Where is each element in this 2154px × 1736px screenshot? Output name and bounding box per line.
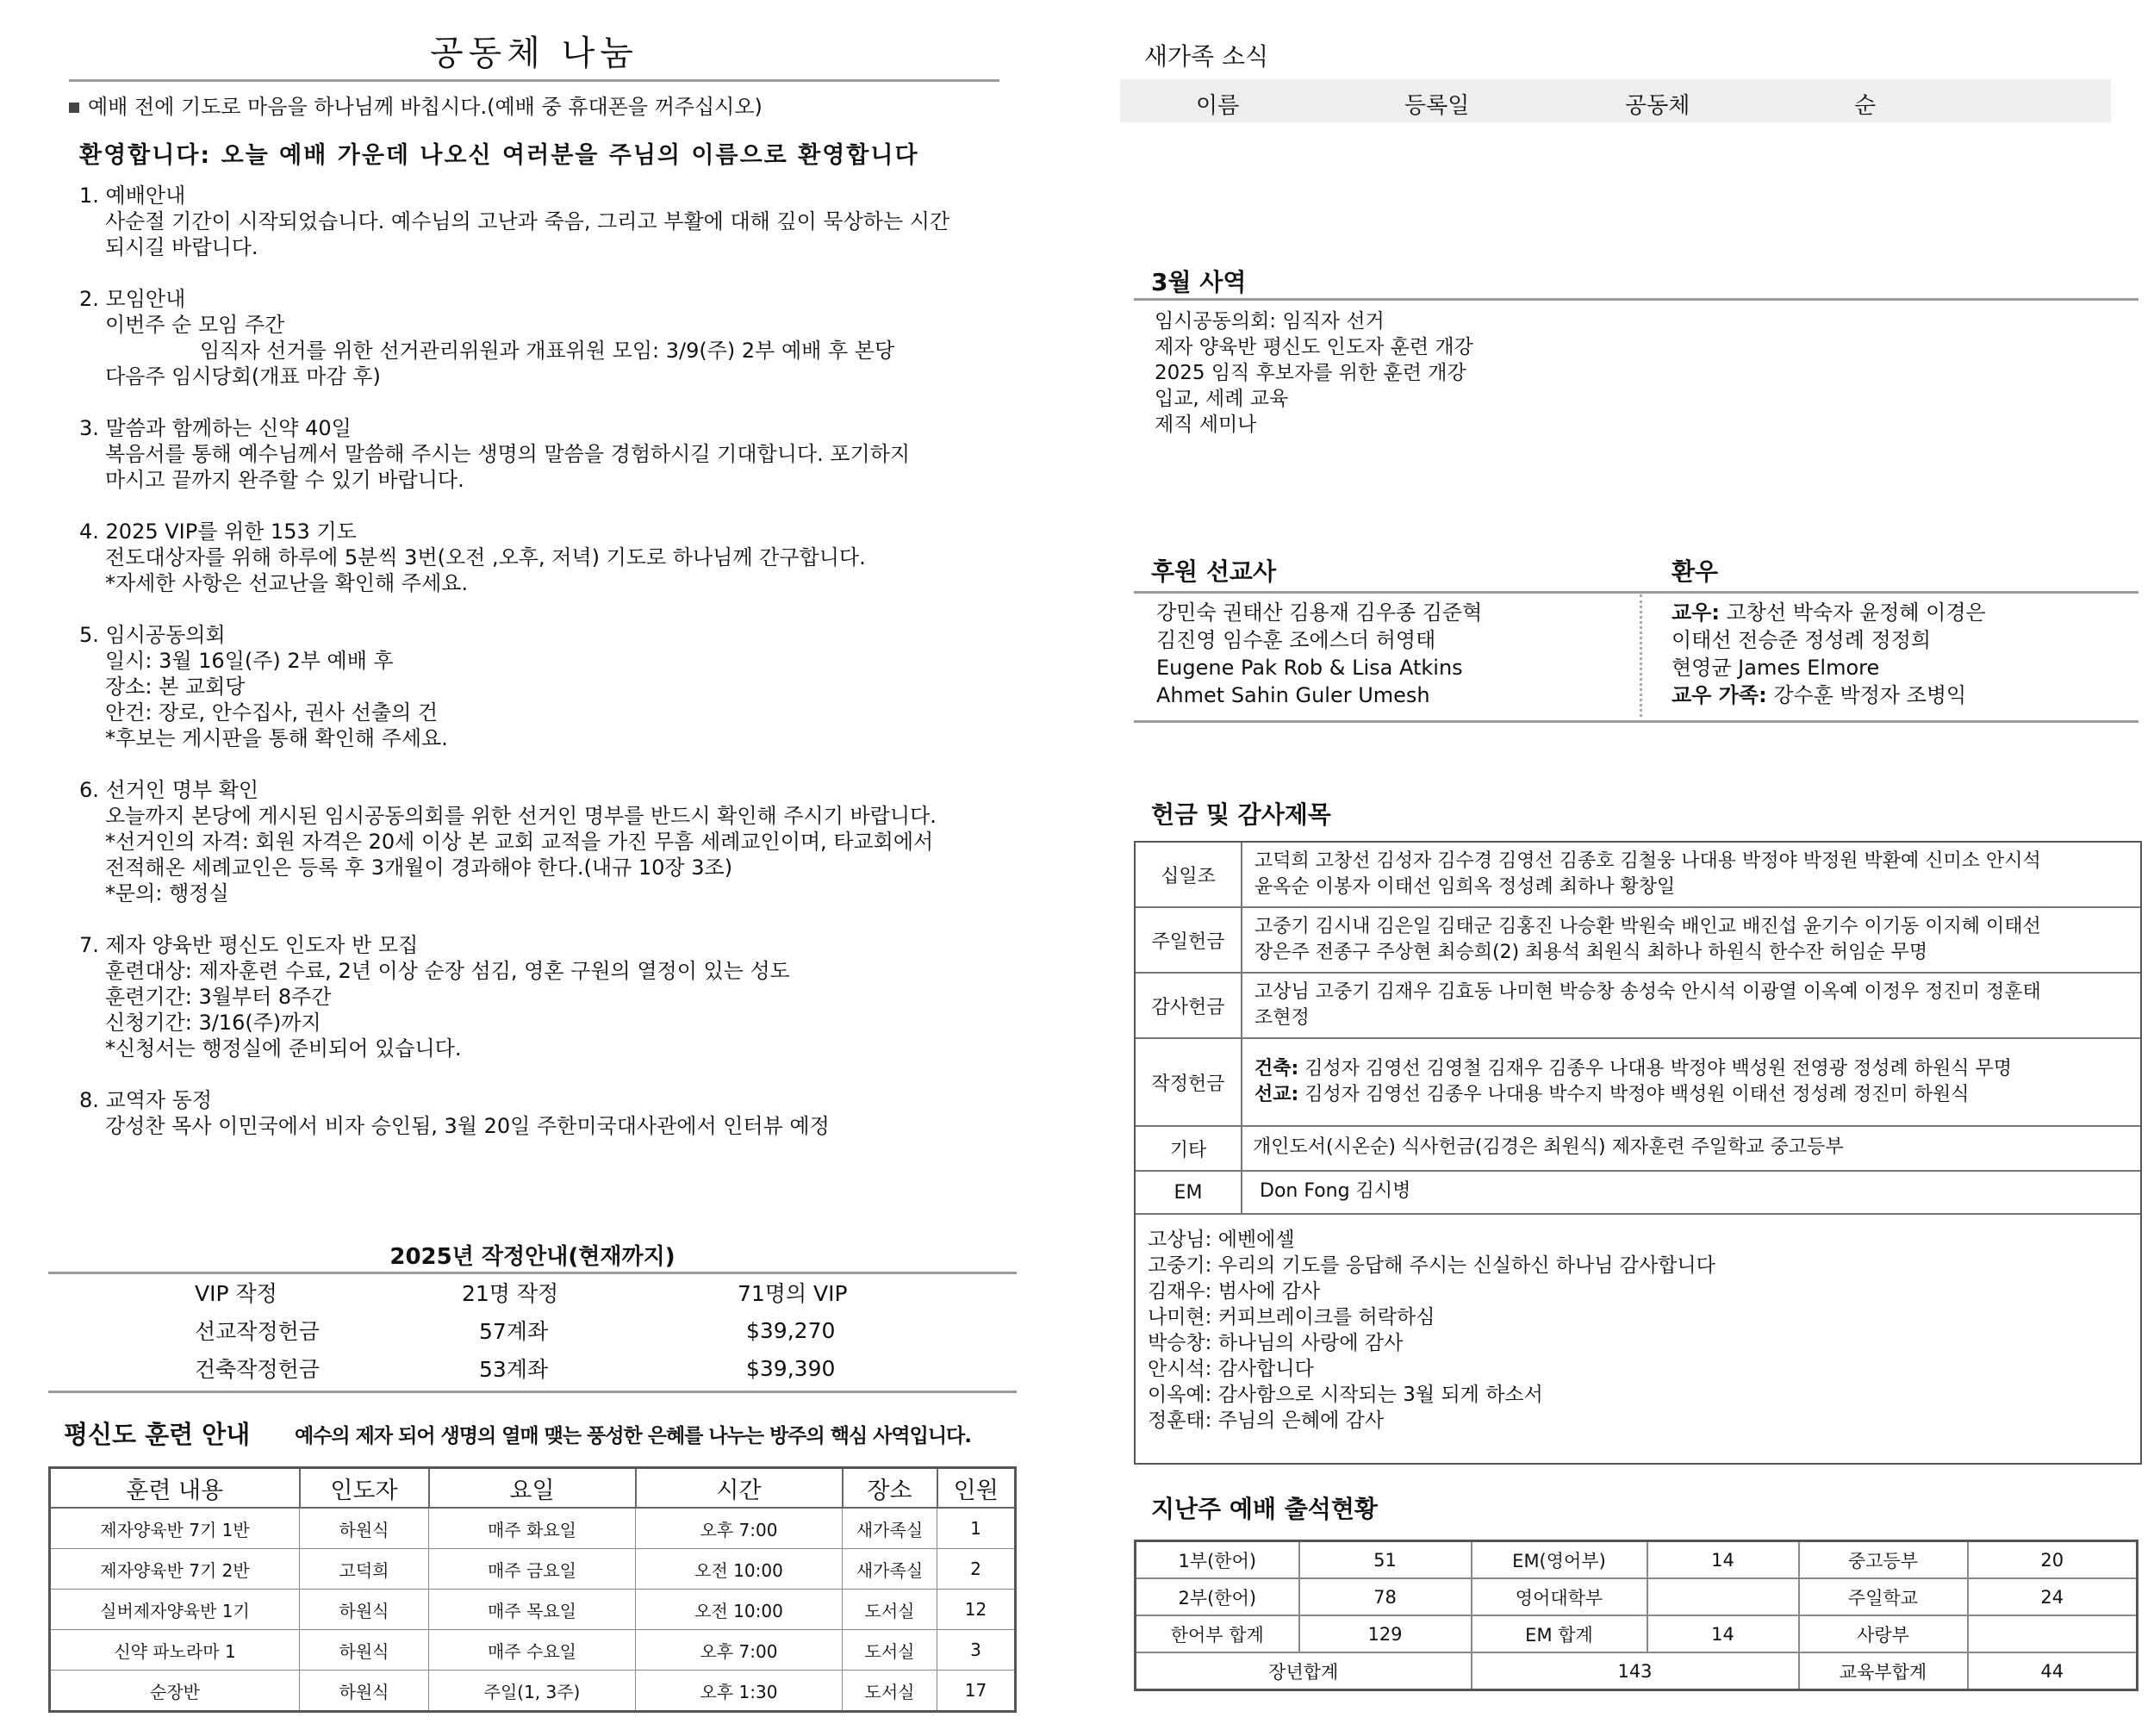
pledge-cell: 21명 작정	[462, 1281, 559, 1306]
table-row	[1136, 1541, 2138, 1579]
offering-label: 감사헌금	[1136, 974, 1242, 1037]
column-header: 시간	[636, 1468, 843, 1509]
offering-row	[1136, 908, 2140, 974]
announcement-line: 신청기간: 3/16(주)까지	[105, 1011, 321, 1035]
table-cell: 도서실	[843, 1630, 937, 1671]
title-divider	[69, 79, 999, 82]
table-row	[1136, 1615, 2138, 1652]
offering-line: 윤옥순 이봉자 이태선 임희옥 정성례 최하나 황창일	[1254, 876, 1676, 898]
pre-notice-text: 예배 전에 기도로 마음을 하나님께 바칩시다.(예배 중 휴대폰을 꺼주십시오)	[88, 95, 763, 119]
table-row	[50, 1549, 1016, 1590]
announcement-title: 3. 말씀과 함께하는 신약 40일	[79, 416, 352, 440]
table-cell: 14	[1647, 1541, 1799, 1579]
announcement-item	[79, 1087, 1010, 1139]
offering-row	[1136, 974, 2140, 1039]
pledge-bottom-divider	[48, 1391, 1017, 1393]
table-cell: 제자양육반 7기 1반	[50, 1508, 300, 1549]
list-item	[1672, 654, 1986, 681]
table-cell	[1968, 1615, 2138, 1652]
table-cell: 오후 7:00	[636, 1508, 843, 1549]
training-table	[48, 1466, 1017, 1713]
column-header: 인원	[937, 1468, 1016, 1509]
column-divider	[1640, 594, 1642, 717]
offering-content	[1254, 914, 2125, 966]
offering-row	[1136, 843, 2140, 908]
table-header-row	[50, 1468, 1016, 1509]
table-cell: 매주 금요일	[429, 1549, 636, 1590]
announcement-line: 전적해온 세례교인은 등록 후 3개월이 경과해야 한다.(내규 10장 3조)	[105, 856, 733, 880]
table-cell	[1647, 1578, 1799, 1615]
announcement-title: 7. 제자 양육반 평신도 인도자 반 모집	[79, 933, 419, 957]
table-cell: EM(영어부)	[1472, 1541, 1647, 1579]
new-family-title: 새가족 소식	[1144, 42, 1269, 71]
announcement-line: 복음서를 통해 예수님께서 말씀해 주시는 생명의 말씀을 경험하시길 기대합니다. 포기하지	[105, 442, 911, 466]
offering-label: EM	[1136, 1172, 1242, 1213]
table-cell: 한어부 합계	[1136, 1615, 1299, 1652]
square-bullet-icon	[69, 103, 79, 113]
table-cell: 17	[937, 1671, 1016, 1712]
list-item	[1672, 626, 1986, 654]
pledge-cell: 71명의 VIP	[738, 1281, 848, 1306]
missionaries-top-divider	[1134, 591, 2138, 594]
announcement-line: 오늘까지 본당에 게시된 임시공동의회를 위한 선거인 명부를 반드시 확인해 주시기 바랍니다.	[105, 804, 937, 828]
announcement-line: 임직자 선거를 위한 선거관리위원과 개표위원 모임: 3/9(주) 2부 예배 후 본당	[200, 339, 895, 363]
offering-line: 개인도서(시온순) 식사헌금(김경은 최원식) 제자훈련 주일학교 중고등부	[1253, 1136, 1844, 1158]
list-item: 입교, 세례 교육	[1155, 388, 1289, 410]
offering-line	[1254, 1082, 2125, 1108]
column-header: 훈련 내용	[50, 1468, 300, 1509]
list-item: Eugene Pak Rob & Lisa Atkins	[1156, 656, 1463, 680]
table-cell: 매주 화요일	[429, 1508, 636, 1549]
column-header: 이름	[1196, 93, 1240, 119]
announcement-title: 6. 선거인 명부 확인	[79, 778, 259, 802]
pledge-title: 2025년 작정안내(현재까지)	[389, 1244, 675, 1270]
list-item	[1672, 599, 1986, 626]
offering-label: 작정헌금	[1136, 1039, 1242, 1125]
announcement-item	[79, 519, 1010, 596]
offering-content	[1254, 1056, 2125, 1108]
pledge-cell: $39,270	[746, 1317, 836, 1343]
training-title: 평신도 훈련 안내	[64, 1420, 251, 1449]
offering-line: Don Fong 김시병	[1260, 1180, 1411, 1202]
pledge-cell: 건축작정헌금	[195, 1357, 320, 1382]
list-item: 임시공동의회: 임직자 선거	[1155, 310, 1385, 333]
offering-line: 고상님 고중기 김재우 김효동 나미현 박승창 송성숙 안시석 이광열 이옥예 이정우 정진미 정훈태	[1254, 981, 2041, 1003]
patient-names: 이태선 전승준 정성례 정정희	[1672, 628, 1932, 652]
announcement-line: *선거인의 자격: 회원 자격은 20세 이상 본 교회 교적을 가진 무흠 세례교인이며, 타교회에서	[105, 830, 934, 854]
list-item: 정훈태: 주님의 은혜에 감사	[1148, 1409, 1385, 1432]
table-cell: 주일(1, 3주)	[429, 1671, 636, 1712]
announcement-item	[79, 415, 1010, 493]
announcement-title: 4. 2025 VIP를 위한 153 기도	[79, 520, 357, 544]
list-item: 김재우: 범사에 감사	[1148, 1280, 1321, 1303]
patient-label: 교우 가족:	[1672, 683, 1767, 707]
announcement-line: 강성찬 목사 이민국에서 비자 승인됨, 3월 20일 주한미국대사관에서 인터뷰 예정	[105, 1114, 830, 1138]
building-names: 김성자 김영선 김영철 김재우 김종우 나대용 박정야 백성원 전영광 정성례 하원식 무명	[1298, 1058, 2013, 1080]
offering-label: 십일조	[1136, 843, 1242, 906]
announcement-line: *후보는 게시판을 통해 확인해 주세요.	[105, 726, 448, 750]
offering-content	[1254, 849, 2125, 900]
building-label: 건축:	[1254, 1058, 1299, 1080]
table-cell: 매주 수요일	[429, 1630, 636, 1671]
offering-content	[1260, 1179, 2125, 1204]
table-cell: 오전 10:00	[636, 1590, 843, 1630]
table-cell: 매주 목요일	[429, 1590, 636, 1630]
table-row	[50, 1590, 1016, 1630]
pledge-cell: 57계좌	[479, 1319, 549, 1344]
table-row	[50, 1671, 1016, 1712]
announcement-title: 2. 모임안내	[79, 287, 186, 311]
table-row	[1136, 1578, 2138, 1615]
table-cell: 14	[1647, 1615, 1799, 1652]
training-description: 예수의 제자 되어 생명의 열매 맺는 풍성한 은혜를 나누는 방주의 핵심 사역입니다.	[295, 1425, 972, 1447]
table-row	[50, 1630, 1016, 1671]
table-cell: 도서실	[843, 1590, 937, 1630]
table-cell: 신약 파노라마 1	[50, 1630, 300, 1671]
patients-title: 환우	[1672, 557, 1719, 586]
announcement-line: 안건: 장로, 안수집사, 권사 선출의 건	[105, 700, 439, 725]
offering-line: 장은주 전종구 주상현 최승희(2) 최용석 최원식 최하나 하원식 한수잔 허임순 무명	[1254, 942, 1928, 963]
mission-names: 김성자 김영선 김종우 나대용 박수지 박정야 백성원 이태선 정성례 정진미 하원식	[1298, 1084, 1970, 1105]
table-cell: 하원식	[300, 1671, 429, 1712]
patient-names: 고창선 박숙자 윤정혜 이경은	[1719, 600, 1986, 625]
table-row	[48, 1273, 1017, 1311]
table-row	[48, 1311, 1017, 1349]
table-cell: 1부(한어)	[1136, 1541, 1299, 1579]
table-cell: 143	[1472, 1652, 1799, 1690]
announcement-line: *문의: 행정실	[105, 881, 229, 905]
list-item: 이옥예: 감사함으로 시작되는 3월 되게 하소서	[1148, 1384, 1543, 1406]
offering-label: 기타	[1136, 1127, 1242, 1170]
table-cell: 2	[937, 1549, 1016, 1590]
list-item: 2025 임직 후보자를 위한 훈련 개강	[1155, 362, 1466, 384]
table-cell: 3	[937, 1630, 1016, 1671]
offering-content	[1253, 1135, 2125, 1160]
list-item: 강민숙 권태산 김용재 김우종 김준혁	[1156, 600, 1483, 625]
table-cell: 장년합계	[1136, 1652, 1472, 1690]
table-cell: 하원식	[300, 1590, 429, 1630]
pledge-cell: $39,390	[746, 1355, 836, 1381]
announcement-item	[79, 183, 1010, 260]
list-item: 고중기: 우리의 기도를 응답해 주시는 신실하신 하나님 감사합니다	[1148, 1254, 1715, 1277]
missionaries-bottom-divider	[1134, 720, 2138, 723]
table-cell: 51	[1299, 1541, 1472, 1579]
pledge-cell: VIP 작정	[195, 1281, 277, 1306]
table-cell: 1	[937, 1508, 1016, 1549]
list-item	[1672, 681, 1986, 709]
table-cell: 새가족실	[843, 1549, 937, 1590]
offering-line: 고덕희 고창선 김성자 김수경 김영선 김종호 김철웅 나대용 박정야 박정원 박환예 신미소 안시석	[1254, 850, 2041, 872]
announcement-item	[79, 777, 1010, 906]
column-header: 요일	[429, 1468, 636, 1509]
announcement-line: 사순절 기간이 시작되었습니다. 예수님의 고난과 죽음, 그리고 부활에 대해 깊이 묵상하는 시간	[105, 209, 950, 233]
offering-label: 주일헌금	[1136, 908, 1242, 972]
patient-names: 강수훈 박정자 조병익	[1766, 683, 1967, 707]
announcement-line: 다음주 임시당회(개표 마감 후)	[105, 364, 381, 389]
table-cell: 오전 10:00	[636, 1549, 843, 1590]
announcement-line: 되시길 바랍니다.	[105, 235, 258, 259]
table-cell: 오후 1:30	[636, 1671, 843, 1712]
table-cell: 주일학교	[1799, 1578, 1968, 1615]
announcement-line: 훈련기간: 3월부터 8주간	[105, 985, 332, 1009]
announcement-item	[79, 932, 1010, 1061]
column-header: 순	[1854, 93, 1877, 119]
list-item: 김진영 임수훈 조에스더 허영태	[1156, 628, 1436, 652]
column-header: 등록일	[1404, 93, 1470, 119]
announcement-title: 8. 교역자 동정	[79, 1088, 213, 1112]
announcement-line: *자세한 사항은 선교난을 확인해 주세요.	[105, 571, 469, 595]
list-item: 나미현: 커피브레이크를 허락하심	[1148, 1306, 1435, 1328]
table-cell: 순장반	[50, 1671, 300, 1712]
table-row	[1136, 1652, 2138, 1690]
table-cell: 실버제자양육반 1기	[50, 1590, 300, 1630]
announcement-item	[79, 622, 1010, 751]
offering-row	[1136, 1039, 2140, 1127]
page-title: 공동체 나눔	[430, 34, 638, 73]
table-row	[50, 1508, 1016, 1549]
list-item: 제직 세미나	[1155, 414, 1257, 436]
table-cell: 하원식	[300, 1630, 429, 1671]
announcement-line: 일시: 3월 16일(주) 2부 예배 후	[105, 649, 394, 673]
announcement-line: *신청서는 행정실에 준비되어 있습니다.	[105, 1036, 462, 1061]
list-item: 안시석: 감사합니다	[1148, 1358, 1314, 1380]
column-header: 인도자	[300, 1468, 429, 1509]
announcement-item	[79, 286, 1010, 389]
march-list	[1155, 308, 1473, 438]
table-cell: 제자양육반 7기 2반	[50, 1549, 300, 1590]
patients-list	[1672, 599, 1986, 709]
table-cell: 44	[1968, 1652, 2138, 1690]
offering-line: 고중기 김시내 김은일 김태군 김홍진 나승환 박원숙 배인교 배진섭 윤기수 이기동 이지혜 이태선	[1254, 916, 2041, 937]
table-cell: 2부(한어)	[1136, 1578, 1299, 1615]
offering-content	[1254, 980, 2125, 1031]
missionaries-list	[1156, 599, 1482, 709]
pledge-cell: 53계좌	[479, 1357, 549, 1382]
patient-label: 교우:	[1672, 600, 1720, 625]
table-cell: 20	[1968, 1541, 2138, 1579]
offering-row	[1136, 1172, 2140, 1215]
offering-row	[1136, 1127, 2140, 1172]
offering-title: 헌금 및 감사제목	[1151, 800, 1331, 829]
offering-box	[1134, 841, 2142, 1465]
missionaries-title: 후원 선교사	[1151, 557, 1276, 586]
list-item: 제자 양육반 평신도 인도자 훈련 개강	[1155, 336, 1473, 358]
welcome-message: 환영합니다: 오늘 예배 가운데 나오신 여러분을 주님의 이름으로 환영합니다	[79, 142, 919, 169]
mission-label: 선교:	[1254, 1084, 1299, 1105]
announcement-title: 1. 예배안내	[79, 184, 186, 208]
list-item: 박승창: 하나님의 사랑에 감사	[1148, 1332, 1404, 1354]
list-item: Ahmet Sahin Guler Umesh	[1156, 683, 1430, 707]
pledge-cell: 선교작정헌금	[195, 1319, 320, 1344]
announcement-line: 이번주 순 모임 주간	[105, 313, 285, 337]
table-cell: 12	[937, 1590, 1016, 1630]
offering-line	[1254, 1056, 2125, 1082]
march-title: 3월 사역	[1151, 268, 1247, 296]
table-cell: 오후 7:00	[636, 1630, 843, 1671]
table-cell: 하원식	[300, 1508, 429, 1549]
list-item: 고상님: 에벤에셀	[1148, 1229, 1295, 1251]
column-header: 장소	[843, 1468, 937, 1509]
attendance-table	[1134, 1540, 2138, 1691]
table-cell: 교육부합계	[1799, 1652, 1968, 1690]
table-cell: 도서실	[843, 1671, 937, 1712]
table-cell: 영어대학부	[1472, 1578, 1647, 1615]
thanks-list	[1148, 1227, 1715, 1434]
patient-names: 현영균 James Elmore	[1672, 656, 1880, 680]
announcement-line: 장소: 본 교회당	[105, 675, 246, 699]
march-divider	[1134, 298, 2138, 301]
new-family-header	[1120, 79, 2111, 122]
table-cell: 78	[1299, 1578, 1472, 1615]
table-cell: 24	[1968, 1578, 2138, 1615]
table-row	[48, 1349, 1017, 1387]
table-cell: 새가족실	[843, 1508, 937, 1549]
announcement-line: 전도대상자를 위해 하루에 5분씩 3번(오전 ,오후, 저녁) 기도로 하나님께 간구합니다.	[105, 545, 866, 569]
attendance-title: 지난주 예배 출석현황	[1151, 1495, 1378, 1523]
pledge-table	[48, 1273, 1017, 1387]
announcement-line: 마시고 끝까지 완주할 수 있기 바랍니다.	[105, 468, 464, 492]
table-cell: 129	[1299, 1615, 1472, 1652]
table-cell: 사랑부	[1799, 1615, 1968, 1652]
table-cell: 중고등부	[1799, 1541, 1968, 1579]
announcement-title: 5. 임시공동의회	[79, 623, 226, 647]
table-cell: EM 합계	[1472, 1615, 1647, 1652]
column-header: 공동체	[1625, 93, 1690, 119]
offering-line: 조현정	[1254, 1007, 1310, 1029]
pre-notice	[69, 90, 763, 120]
announcement-line: 훈련대상: 제자훈련 수료, 2년 이상 순장 섬김, 영혼 구원의 열정이 있는 성도	[105, 959, 790, 983]
table-cell: 고덕희	[300, 1549, 429, 1590]
announcements-list	[79, 183, 1010, 1165]
